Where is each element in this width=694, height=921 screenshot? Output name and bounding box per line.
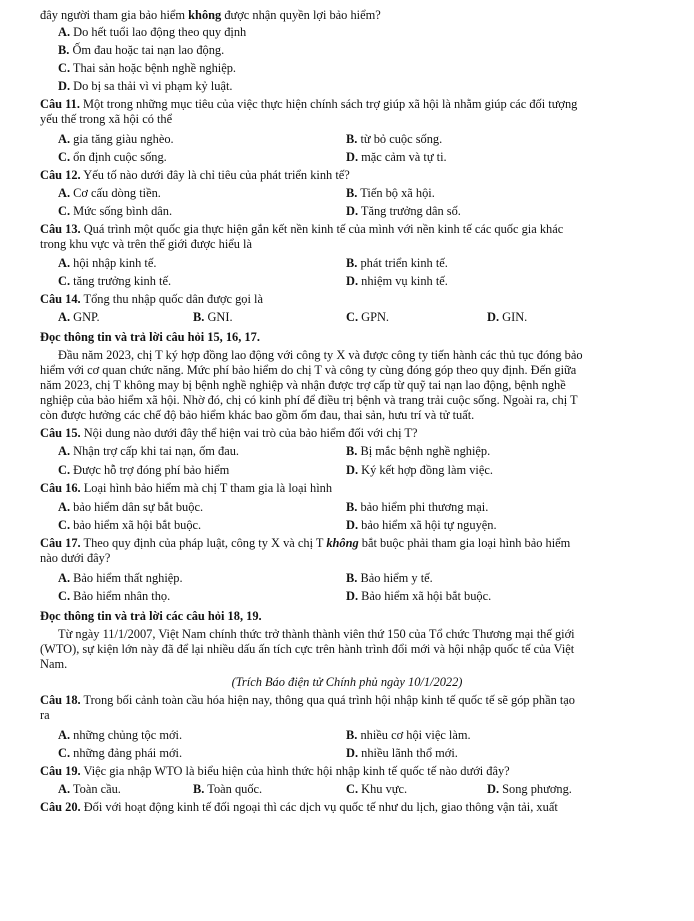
- intro-line: đây người tham gia bảo hiểm không được nhận quyền lợi bảo hiểm?: [40, 8, 381, 22]
- passage-1-line: năm 2023, chị T không may bị bệnh nghề nghiệp và nhận được trợ cấp từ quỹ tai nạn lao động, bệnh nghề: [40, 378, 566, 392]
- q14-option-d: D. GIN.: [487, 310, 528, 324]
- q14-option-b: B. GNI.: [193, 310, 233, 324]
- passage-1-line: hiểm với cơ quan chức năng. Mức phí bảo hiểm do chị T và công ty cùng đóng góp theo quy định. Đến giữa: [40, 363, 577, 377]
- q15-stem: Câu 15. Nội dung nào dưới đây thể hiện vai trò của bảo hiểm đối với chị T?: [40, 426, 418, 440]
- q11-stem-cont: yếu thế trong xã hội có thể: [40, 112, 173, 126]
- passage-1-line: còn được hưởng các chế độ bảo hiểm khác bao gồm ốm đau, thai sản, hưu trí và tử tuất.: [40, 408, 475, 422]
- q13-stem: Câu 13. Quá trình một quốc gia thực hiện gắn kết nền kinh tế của mình với nền kinh tế các quốc gia khác: [40, 222, 564, 236]
- q10-option-a: A. Do hết tuổi lao động theo quy định: [58, 25, 247, 39]
- q11-option-c: C. ổn định cuộc sống.: [58, 150, 167, 164]
- q18-option-a: A. những chủng tộc mới.: [58, 728, 183, 742]
- passage-1-line: Đầu năm 2023, chị T ký hợp đồng lao động với công ty X và được công ty tiến hành các thủ tục đóng bảo: [58, 348, 583, 362]
- q10-option-b: B. Ốm đau hoặc tai nạn lao động.: [58, 43, 225, 57]
- q13-option-c: C. tăng trưởng kinh tế.: [58, 274, 172, 288]
- q16-option-a: A. bảo hiểm dân sự bắt buộc.: [58, 500, 204, 514]
- q17-option-d: D. Bảo hiểm xã hội bắt buộc.: [346, 589, 492, 603]
- q18-option-d: D. nhiều lãnh thổ mới.: [346, 746, 458, 760]
- q13-option-b: B. phát triển kinh tế.: [346, 256, 448, 270]
- q14-option-a: A. GNP.: [58, 310, 100, 324]
- q14-stem: Câu 14. Tổng thu nhập quốc dân được gọi là: [40, 292, 263, 306]
- q19-stem: Câu 19. Việc gia nhập WTO là biểu hiện của hình thức hội nhập kinh tế quốc tế nào dưới đây?: [40, 764, 510, 778]
- q13-option-a: A. hội nhập kinh tế.: [58, 256, 157, 270]
- passage-1-line: nghiệp của bảo hiểm xã hội. Nhờ đó, chị có kinh phí để điều trị bệnh và trang trải cuộc sống. Ngoài ra, chị T: [40, 393, 578, 407]
- q17-stem-cont: nào dưới đây?: [40, 551, 111, 565]
- q15-option-a: A. Nhận trợ cấp khi tai nạn, ốm đau.: [58, 444, 240, 458]
- q12-option-c: C. Mức sống bình dân.: [58, 204, 173, 218]
- section-title-15-17: Đọc thông tin và trả lời câu hỏi 15, 16, 17.: [40, 330, 260, 344]
- passage-2-source: (Trích Báo điện tử Chính phủ ngày 10/1/2022): [231, 675, 463, 689]
- q16-stem: Câu 16. Loại hình bảo hiểm mà chị T tham gia là loại hình: [40, 481, 333, 495]
- q10-option-c: C. Thai sản hoặc bệnh nghề nghiệp.: [58, 61, 237, 75]
- q17-stem: Câu 17. Theo quy định của pháp luật, công ty X và chị T không bắt buộc phải tham gia loại hình bảo hiểm: [40, 536, 571, 550]
- q13-option-d: D. nhiệm vụ kinh tế.: [346, 274, 448, 288]
- q11-option-d: D. mặc cảm và tự ti.: [346, 150, 447, 164]
- q17-option-a: A. Bảo hiểm thất nghiệp.: [58, 571, 183, 585]
- q15-option-d: D. Ký kết hợp đồng làm việc.: [346, 463, 493, 477]
- q17-option-c: C. Bảo hiểm nhân thọ.: [58, 589, 171, 603]
- q18-option-b: B. nhiều cơ hội việc làm.: [346, 728, 471, 742]
- q10-option-d: D. Do bị sa thải vì vi phạm kỷ luật.: [58, 79, 233, 93]
- q18-stem: Câu 18. Trong bối cảnh toàn cầu hóa hiện nay, thông qua quá trình hội nhập kinh tế quốc tế sẽ góp phần tạo: [40, 693, 576, 707]
- q11-option-b: B. từ bỏ cuộc sống.: [346, 132, 443, 146]
- q11-stem: Câu 11. Một trong những mục tiêu của việc thực hiện chính sách trợ giúp xã hội là nhằm giúp các đối tượng: [40, 97, 578, 111]
- q17-option-b: B. Bảo hiểm y tế.: [346, 571, 433, 585]
- q19-option-b: B. Toàn quốc.: [193, 782, 263, 796]
- q18-option-c: C. những đảng phái mới.: [58, 746, 183, 760]
- q19-option-c: C. Khu vực.: [346, 782, 408, 796]
- q15-option-c: C. Được hỗ trợ đóng phí bảo hiểm: [58, 463, 230, 477]
- q18-stem-cont: ra: [40, 708, 50, 722]
- q19-option-d: D. Song phương.: [487, 782, 572, 796]
- q12-option-a: A. Cơ cấu dòng tiền.: [58, 186, 161, 200]
- q16-option-b: B. bảo hiểm phi thương mại.: [346, 500, 489, 514]
- q14-option-c: C. GPN.: [346, 310, 390, 324]
- passage-2-line: Nam.: [40, 657, 68, 671]
- section-title-18-19: Đọc thông tin và trả lời các câu hỏi 18, 19.: [40, 609, 262, 623]
- q12-option-b: B. Tiến bộ xã hội.: [346, 186, 435, 200]
- q15-option-b: B. Bị mắc bệnh nghề nghiệp.: [346, 444, 491, 458]
- q13-stem-cont: trong khu vực và trên thế giới được hiểu là: [40, 237, 252, 251]
- q12-stem: Câu 12. Yếu tố nào dưới đây là chỉ tiêu của phát triển kinh tế?: [40, 168, 350, 182]
- passage-2-line: Từ ngày 11/1/2007, Việt Nam chính thức trở thành thành viên thứ 150 của Tổ chức Thương mại thế giới: [58, 627, 575, 641]
- passage-2-line: (WTO), sự kiện lớn này đã để lại nhiều dấu ấn tích cực trên hành trình đổi mới và hội nhập quốc tế của Việt: [40, 642, 575, 656]
- q11-option-a: A. gia tăng giàu nghèo.: [58, 132, 174, 146]
- q20-stem: Câu 20. Đối với hoạt động kinh tế đối ngoại thì các dịch vụ quốc tế như du lịch, giao thông vận tải, xuất: [40, 800, 558, 814]
- q16-option-d: D. bảo hiểm xã hội tự nguyện.: [346, 518, 497, 532]
- q12-option-d: D. Tăng trưởng dân số.: [346, 204, 461, 218]
- q19-option-a: A. Toàn cầu.: [58, 782, 121, 796]
- q16-option-c: C. bảo hiểm xã hội bắt buộc.: [58, 518, 202, 532]
